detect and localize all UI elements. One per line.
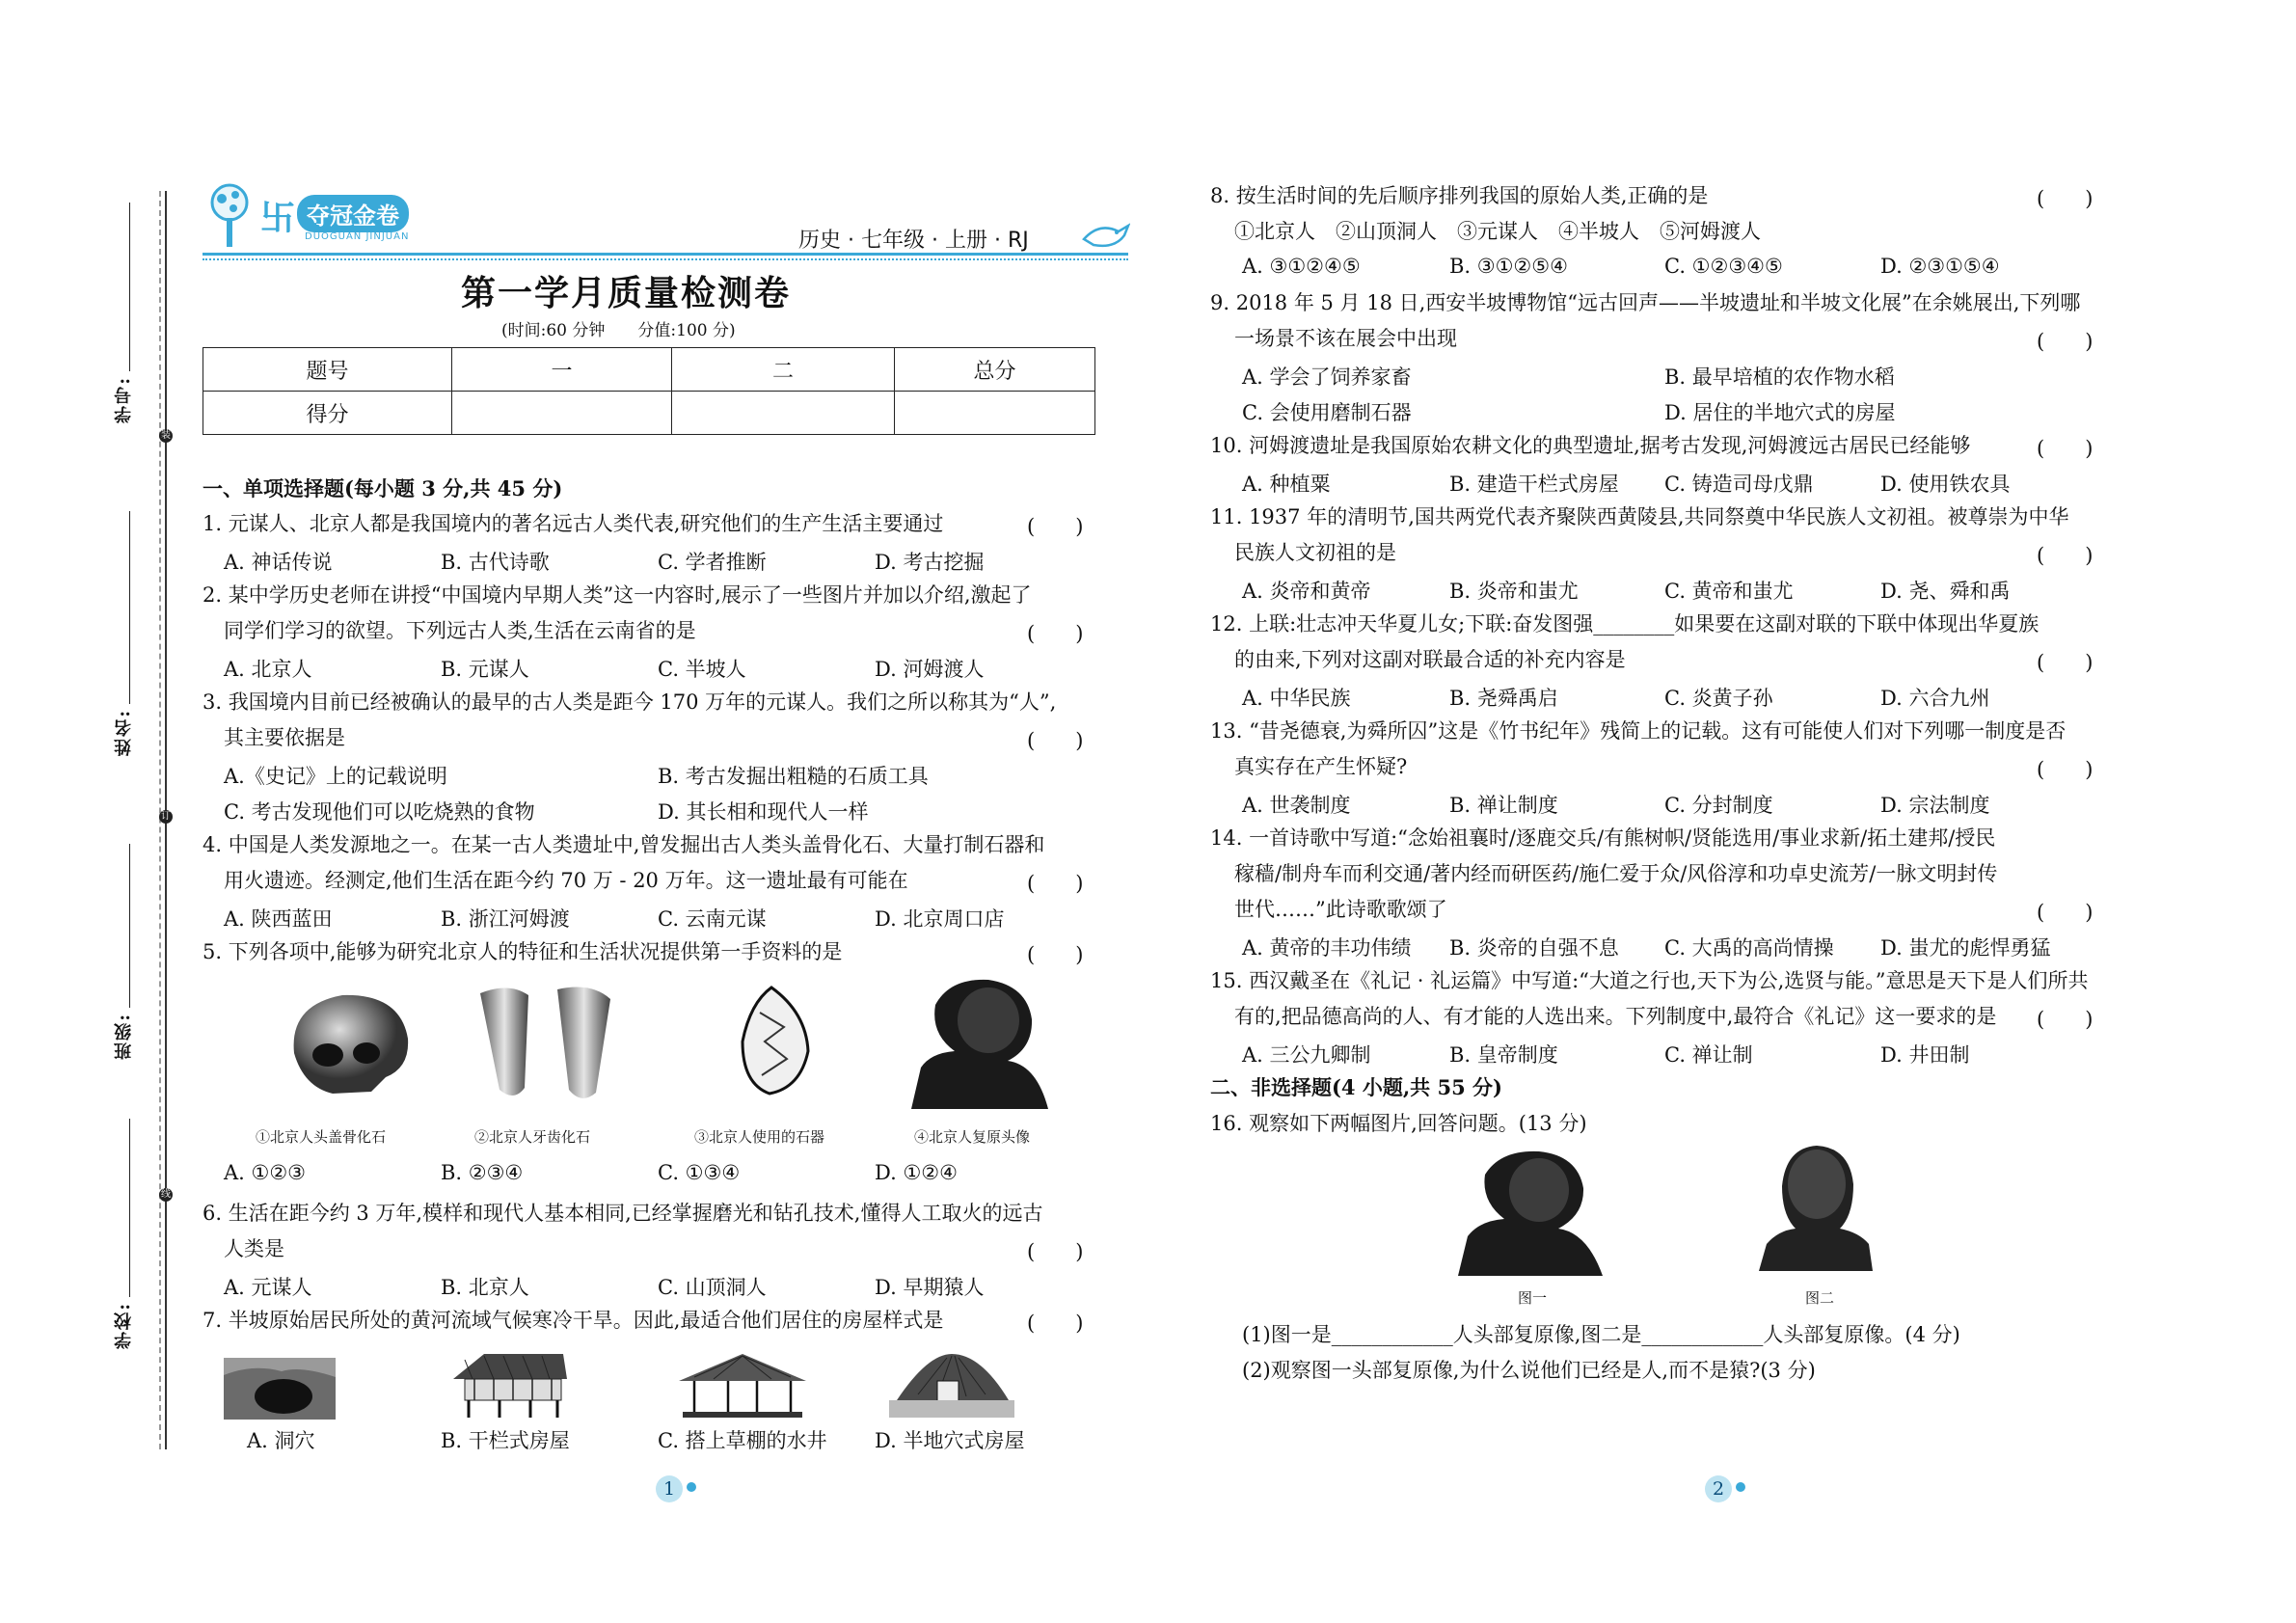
- q15-option-c[interactable]: C. 禅让制: [1664, 1043, 1753, 1067]
- q12-option-c[interactable]: C. 炎黄子孙: [1664, 687, 1773, 710]
- header-rule: [203, 253, 1128, 256]
- q10-option-c[interactable]: C. 铸造司母戊鼎: [1664, 473, 1814, 496]
- q3-options-row1: [224, 761, 1092, 786]
- score-row-label: 得分: [203, 392, 452, 435]
- q5-options: [224, 1161, 1092, 1186]
- logo: [201, 181, 451, 254]
- q3-option-b[interactable]: B. 考古发掘出粗糙的石质工具: [658, 765, 929, 788]
- figure-1-bust-image: [1446, 1148, 1615, 1278]
- q16-sub-question-2: (2)观察图一头部复原像,为什么说他们已经是人,而不是猿?(3 分): [1242, 1359, 1816, 1382]
- q12-option-d[interactable]: D. 六合九州: [1880, 687, 1990, 710]
- q14-stem-cont2: 世代……”此诗歌歌颂了: [1234, 898, 1447, 921]
- q2-stem-cont: 同学们学习的欲望。下列远古人类,生活在云南省的是: [224, 619, 696, 642]
- well-shed-image: [675, 1350, 810, 1420]
- page-subtitle: (时间:60 分钟 分值:100 分): [501, 321, 736, 340]
- q10-option-a[interactable]: A. 种植粟: [1242, 473, 1331, 496]
- q2-stem: 2. 某中学历史老师在讲授“中国境内早期人类”这一内容时,展示了一些图片并加以介绍,激起了: [203, 583, 1032, 607]
- q15-option-a[interactable]: A. 三公九卿制: [1242, 1043, 1371, 1067]
- q5-answer-blank[interactable]: ( ): [1027, 943, 1084, 966]
- logo-sub: DUOGUAN JINJUAN: [305, 231, 410, 242]
- semi-subterranean-house-image: [889, 1352, 1014, 1420]
- score-table-header-row: [203, 348, 1095, 392]
- q15-stem: 15. 西汉戴圣在《礼记 · 礼运篇》中写道:“大道之行也,天下为公,选贤与能。”意思是天下是人们所共: [1210, 969, 2089, 992]
- q3-answer-blank[interactable]: ( ): [1027, 729, 1084, 752]
- q5-stem: 5. 下列各项中,能够为研究北京人的特征和生活状况提供第一手资料的是: [203, 940, 843, 963]
- q3-stem-cont: 其主要依据是: [224, 726, 345, 749]
- name-label: 姓名:: [114, 709, 134, 756]
- q9-options-row1: [1242, 362, 2110, 387]
- q7-option-b[interactable]: B. 干栏式房屋: [441, 1429, 570, 1452]
- q11-options: [1242, 576, 2110, 601]
- tree-icon: [201, 181, 258, 251]
- q7-option-a[interactable]: A. 洞穴: [247, 1429, 315, 1452]
- q7-option-c[interactable]: C. 搭上草棚的水井: [658, 1429, 827, 1452]
- q8-option-c[interactable]: C. ①②③④⑤: [1664, 255, 1783, 278]
- score-cell[interactable]: [672, 392, 895, 435]
- name-blank[interactable]: [129, 511, 130, 704]
- page-title: 第一学月质量检测卷: [461, 273, 792, 313]
- q16-sub-question-1: (1)图一是____________人头部复原像,图二是____________人头部复原像。(4 分): [1242, 1323, 1960, 1346]
- seal-xian: 线: [161, 1189, 171, 1200]
- q15-stem-cont: 有的,把品德高尚的人、有才能的人选出来。下列制度中,最符合《礼记》这一要求的是: [1234, 1005, 1997, 1028]
- class-label: 班级:: [114, 1013, 134, 1060]
- q11-option-b[interactable]: B. 炎帝和蚩尤: [1449, 580, 1579, 603]
- q4-answer-blank[interactable]: ( ): [1027, 872, 1084, 895]
- q7-options: [224, 1425, 1092, 1450]
- q14-answer-blank[interactable]: ( ): [2037, 901, 2093, 924]
- score-table-header: 二: [672, 348, 895, 392]
- q2-answer-blank[interactable]: ( ): [1027, 622, 1084, 645]
- q4-stem-cont: 用火遗迹。经测定,他们生活在距今约 70 万 - 20 万年。这一遗址最有可能在: [224, 869, 908, 892]
- q4-options: [224, 904, 1092, 929]
- q9-stem: 9. 2018 年 5 月 18 日,西安半坡博物馆“远古回声——半坡遗址和半坡文化展”在余姚展出,下列哪: [1210, 291, 2081, 314]
- q14-option-b[interactable]: B. 炎帝的自强不息: [1449, 936, 1619, 960]
- q10-option-d[interactable]: D. 使用铁农具: [1880, 473, 2011, 496]
- q4-option-c[interactable]: C. 云南元谋: [658, 907, 767, 931]
- student-id-label: 学号:: [114, 376, 134, 423]
- q10-options: [1242, 469, 2110, 494]
- score-table-header: 题号: [203, 348, 452, 392]
- bird-icon: [1080, 218, 1130, 253]
- seal-zhuang: 装: [161, 430, 171, 441]
- q9-options-row2: [1242, 397, 2110, 422]
- q5-option-d[interactable]: D. ①②④: [875, 1161, 958, 1184]
- q5-caption-3: ③北京人使用的石器: [694, 1128, 825, 1146]
- q1-option-c[interactable]: C. 学者推断: [658, 551, 767, 574]
- figure-2-bust-image: [1753, 1138, 1878, 1273]
- seal-ding: 订: [161, 811, 171, 822]
- bust-reconstruction-image: [892, 976, 1066, 1111]
- cave-image: [224, 1358, 336, 1420]
- q5-caption-4: ④北京人复原头像: [914, 1128, 1031, 1146]
- q5-caption-1: ①北京人头盖骨化石: [256, 1128, 387, 1146]
- q13-options: [1242, 790, 2110, 815]
- q6-answer-blank[interactable]: ( ): [1027, 1240, 1084, 1263]
- q8-items: ①北京人 ②山顶洞人 ③元谋人 ④半坡人 ⑤河姆渡人: [1234, 220, 1761, 243]
- score-table-header: 总分: [895, 348, 1095, 392]
- q12-answer-blank[interactable]: ( ): [2037, 651, 2093, 674]
- q6-options: [224, 1272, 1092, 1297]
- q8-option-b[interactable]: B. ③①②⑤④: [1449, 255, 1568, 278]
- stone-tool-image: [731, 984, 818, 1099]
- logo-mark: 卐: [260, 199, 296, 238]
- section-1-heading: 一、单项选择题(每小题 3 分,共 45 分): [203, 476, 563, 500]
- q2-options: [224, 654, 1092, 679]
- q10-stem: 10. 河姆渡遗址是我国原始农耕文化的典型遗址,据考古发现,河姆渡远古居民已经能够: [1210, 434, 1971, 457]
- q7-option-d[interactable]: D. 半地穴式房屋: [875, 1429, 1025, 1452]
- q14-options: [1242, 933, 2110, 958]
- q14-option-c[interactable]: C. 大禹的高尚情操: [1664, 936, 1834, 960]
- skull-fossil-image: [275, 986, 419, 1101]
- q3-option-a[interactable]: A.《史记》上的记载说明: [224, 765, 447, 788]
- q4-stem: 4. 中国是人类发源地之一。在某一古人类遗址中,曾发掘出古人类头盖骨化石、大量打制石器和: [203, 833, 1045, 856]
- q8-options: [1242, 255, 2110, 280]
- school-blank[interactable]: [129, 1119, 130, 1297]
- q9-option-a[interactable]: A. 学会了饲养家畜: [1242, 365, 1412, 389]
- q5-caption-2: ②北京人牙齿化石: [474, 1128, 591, 1146]
- q13-stem-cont: 真实存在产生怀疑?: [1234, 755, 1408, 778]
- subject-label: 历史 · 七年级 · 上册 · RJ: [798, 229, 1029, 253]
- q11-option-d[interactable]: D. 尧、舜和禹: [1880, 580, 2011, 603]
- q15-option-d[interactable]: D. 井田制: [1880, 1043, 1970, 1067]
- q16-answer-area[interactable]: [1242, 1389, 2062, 1466]
- section-2-heading: 二、非选择题(4 小题,共 55 分): [1210, 1075, 1502, 1099]
- page-number-2: 2: [1705, 1475, 1732, 1502]
- q6-option-d[interactable]: D. 早期猿人: [875, 1276, 985, 1299]
- q7-stem: 7. 半坡原始居民所处的黄河流域气候寒冷干旱。因此,最适合他们居住的房屋样式是: [203, 1309, 944, 1332]
- q8-stem: 8. 按生活时间的先后顺序排列我国的原始人类,正确的是: [1210, 184, 1709, 207]
- q9-answer-blank[interactable]: ( ): [2037, 330, 2093, 353]
- q13-option-c[interactable]: C. 分封制度: [1664, 794, 1773, 817]
- q16-stem: 16. 观察如下两幅图片,回答问题。(13 分): [1210, 1112, 1587, 1135]
- q15-answer-blank[interactable]: ( ): [2037, 1008, 2093, 1031]
- q4-option-b[interactable]: B. 浙江河姆渡: [441, 907, 570, 931]
- q6-option-a[interactable]: A. 元谋人: [224, 1276, 312, 1299]
- q6-stem-cont: 人类是: [224, 1237, 284, 1260]
- q12-stem: 12. 上联:壮志冲天华夏儿女;下联:奋发图强________如果要在这副对联的下联中体现出华夏族: [1210, 612, 2039, 636]
- teeth-fossil-image: [471, 982, 625, 1107]
- q15-option-b[interactable]: B. 皇帝制度: [1449, 1043, 1558, 1067]
- q8-option-d[interactable]: D. ②③①⑤④: [1880, 255, 2000, 278]
- q16-caption-1: 图一: [1518, 1289, 1548, 1307]
- q11-answer-blank[interactable]: ( ): [2037, 544, 2093, 567]
- q8-answer-blank[interactable]: ( ): [2037, 187, 2093, 210]
- score-cell[interactable]: [452, 392, 672, 435]
- q8-option-a[interactable]: A. ③①②④⑤: [1242, 255, 1361, 278]
- q3-stem: 3. 我国境内目前已经被确认的最早的古人类是距今 170 万年的元谋人。我们之所以称其为“人”,: [203, 690, 1057, 714]
- q13-option-d[interactable]: D. 宗法制度: [1880, 794, 1990, 817]
- q7-answer-blank[interactable]: ( ): [1027, 1312, 1084, 1335]
- q2-option-c[interactable]: C. 半坡人: [658, 658, 746, 681]
- q11-stem-cont: 民族人文初祖的是: [1234, 541, 1396, 564]
- q3-option-d[interactable]: D. 其长相和现代人一样: [658, 800, 869, 824]
- q1-option-b[interactable]: B. 古代诗歌: [441, 551, 550, 574]
- q1-stem: 1. 元谋人、北京人都是我国境内的著名远古人类代表,研究他们的生产生活主要通过: [203, 512, 944, 535]
- q15-options: [1242, 1040, 2110, 1065]
- score-table-header: 一: [452, 348, 672, 392]
- q11-option-a[interactable]: A. 炎帝和黄帝: [1242, 580, 1371, 603]
- school-label: 学校:: [114, 1302, 134, 1349]
- student-id-blank[interactable]: [129, 203, 130, 371]
- q1-options: [224, 547, 1092, 572]
- q3-option-c[interactable]: C. 考古发现他们可以吃烧熟的食物: [224, 800, 535, 824]
- stilt-house-image: [446, 1350, 571, 1420]
- q6-stem: 6. 生活在距今约 3 万年,模样和现代人基本相同,已经掌握磨光和钻孔技术,懂得人工取火的远古: [203, 1202, 1043, 1225]
- q14-option-a[interactable]: A. 黄帝的丰功伟绩: [1242, 936, 1412, 960]
- q5-option-c[interactable]: C. ①③④: [658, 1161, 741, 1184]
- q2-option-d[interactable]: D. 河姆渡人: [875, 658, 985, 681]
- q13-option-a[interactable]: A. 世袭制度: [1242, 794, 1351, 817]
- q11-stem: 11. 1937 年的清明节,国共两党代表齐聚陕西黄陵县,共同祭奠中华民族人文初祖。被尊崇为中华: [1210, 505, 2069, 528]
- q6-option-c[interactable]: C. 山顶洞人: [658, 1276, 767, 1299]
- page-number-1: 1: [656, 1475, 683, 1502]
- q13-option-b[interactable]: B. 禅让制度: [1449, 794, 1558, 817]
- q5-option-a[interactable]: A. ①②③: [224, 1161, 306, 1184]
- q2-option-b[interactable]: B. 元谋人: [441, 658, 529, 681]
- q1-answer-blank[interactable]: ( ): [1027, 515, 1084, 538]
- q2-option-a[interactable]: A. 北京人: [224, 658, 312, 681]
- q12-options: [1242, 683, 2110, 708]
- q3-options-row2: [224, 797, 1092, 822]
- binding-strip: [0, 0, 183, 1623]
- q4-option-d[interactable]: D. 北京周口店: [875, 907, 1005, 931]
- q9-option-d[interactable]: D. 居住的半地穴式的房屋: [1664, 401, 1896, 424]
- q13-answer-blank[interactable]: ( ): [2037, 758, 2093, 781]
- header-rule-dotted: [203, 258, 1128, 260]
- q12-option-b[interactable]: B. 尧舜禹启: [1449, 687, 1558, 710]
- q14-stem-cont: 稼穑/制舟车而利交通/著内经而研医药/施仁爱于众/风俗淳和功卓史流芳/一脉文明封传: [1234, 862, 1998, 885]
- q1-option-d[interactable]: D. 考古挖掘: [875, 551, 985, 574]
- q5-option-b[interactable]: B. ②③④: [441, 1161, 524, 1184]
- score-cell[interactable]: [895, 392, 1095, 435]
- q14-stem: 14. 一首诗歌中写道:“念始祖襄时/逐鹿交兵/有熊树帜/贤能选用/事业求新/拓土建邦/授民: [1210, 826, 1996, 850]
- q4-option-a[interactable]: A. 陕西蓝田: [224, 907, 333, 931]
- q12-option-a[interactable]: A. 中华民族: [1242, 687, 1351, 710]
- q10-answer-blank[interactable]: ( ): [2037, 437, 2093, 460]
- score-table: [203, 347, 1095, 435]
- logo-text: 夺冠金卷: [297, 195, 409, 232]
- q16-caption-2: 图二: [1805, 1289, 1835, 1307]
- q14-option-d[interactable]: D. 蚩尤的彪悍勇猛: [1880, 936, 2051, 960]
- q9-option-b[interactable]: B. 最早培植的农作物水稻: [1664, 365, 1895, 389]
- score-table-score-row: [203, 392, 1095, 435]
- q9-option-c[interactable]: C. 会使用磨制石器: [1242, 401, 1412, 424]
- q1-option-a[interactable]: A. 神话传说: [224, 551, 333, 574]
- class-blank[interactable]: [129, 844, 130, 1008]
- q12-stem-cont: 的由来,下列对这副对联最合适的补充内容是: [1234, 648, 1626, 671]
- q10-option-b[interactable]: B. 建造干栏式房屋: [1449, 473, 1619, 496]
- q13-stem: 13. “昔尧德衰,为舜所囚”这是《竹书纪年》残简上的记载。这有可能使人们对下列哪一制度是否: [1210, 719, 2066, 743]
- q11-option-c[interactable]: C. 黄帝和蚩尤: [1664, 580, 1794, 603]
- q6-option-b[interactable]: B. 北京人: [441, 1276, 529, 1299]
- q9-stem-cont: 一场景不该在展会中出现: [1234, 327, 1457, 350]
